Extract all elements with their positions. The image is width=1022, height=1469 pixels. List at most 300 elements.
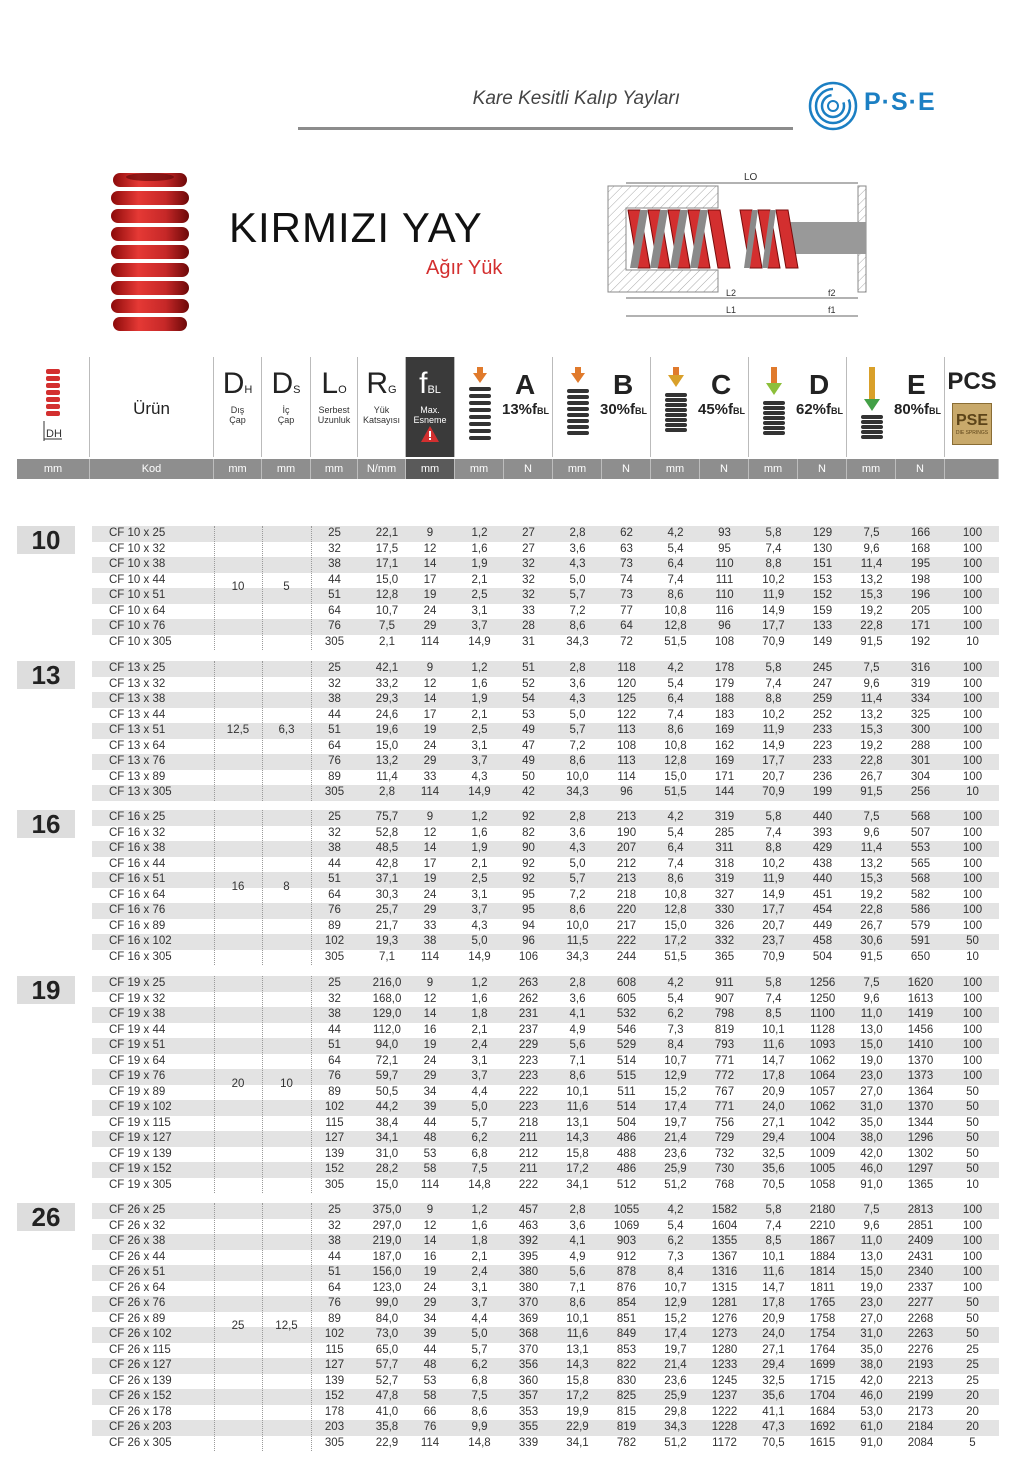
table-cell: 2199 xyxy=(907,1390,934,1402)
table-cell: 15,0 xyxy=(860,1039,883,1051)
table-cell: 15,3 xyxy=(860,589,883,601)
table-row xyxy=(92,619,999,635)
table-row xyxy=(92,770,999,786)
table-cell: 245 xyxy=(812,662,833,674)
table-row xyxy=(92,1436,999,1452)
product-code: CF 16 x 44 xyxy=(109,857,166,870)
table-cell: 1764 xyxy=(809,1343,836,1356)
table-cell: 1281 xyxy=(711,1297,738,1309)
table-cell: 19,0 xyxy=(860,1054,883,1067)
table-cell: 1276 xyxy=(711,1312,738,1325)
product-code: CF 13 x 25 xyxy=(109,662,166,674)
table-cell: 782 xyxy=(616,1436,637,1449)
table-cell: 4,1 xyxy=(569,1008,586,1020)
table-row xyxy=(92,604,999,620)
table-cell: 19 xyxy=(423,1266,437,1278)
table-cell: 183 xyxy=(714,708,735,721)
table-cell: 213 xyxy=(616,873,637,885)
table-cell: 11,9 xyxy=(762,873,785,885)
table-cell: 100 xyxy=(962,604,983,617)
table-cell: 100 xyxy=(962,904,983,916)
table-cell: 912 xyxy=(616,1250,637,1263)
unit-cell: mm xyxy=(311,459,358,479)
size-group-10 xyxy=(17,526,999,650)
table-cell: 3,7 xyxy=(471,1070,488,1082)
table-cell: 34,1 xyxy=(566,1178,589,1191)
table-cell: 19 xyxy=(423,873,437,885)
table-cell: 259 xyxy=(812,693,833,705)
table-cell: 730 xyxy=(714,1163,735,1175)
table-cell: 46,0 xyxy=(860,1390,883,1402)
table-cell: 27,0 xyxy=(860,1312,883,1325)
table-cell: 159 xyxy=(812,604,833,617)
table-cell: 118 xyxy=(617,662,636,674)
table-cell: 17,7 xyxy=(762,620,785,632)
table-cell: 17,4 xyxy=(664,1328,687,1340)
table-cell: 29 xyxy=(423,904,437,916)
table-cell: 15,3 xyxy=(860,724,883,736)
table-cell: 9 xyxy=(426,1204,434,1216)
table-cell: 1256 xyxy=(809,977,836,989)
table-cell: 14,9 xyxy=(468,635,491,648)
product-code: CF 16 x 64 xyxy=(109,888,166,901)
table-cell: 553 xyxy=(910,842,931,854)
table-cell: 212 xyxy=(616,857,637,870)
column-divider xyxy=(311,661,312,801)
table-cell: 1093 xyxy=(809,1039,836,1051)
table-cell: 1315 xyxy=(711,1281,738,1294)
table-cell: 10,2 xyxy=(762,857,785,870)
table-cell: 1699 xyxy=(809,1359,836,1371)
table-cell: 7,5 xyxy=(863,811,880,823)
table-cell: 14 xyxy=(423,842,437,854)
table-cell: 4,2 xyxy=(667,811,684,823)
table-row xyxy=(92,810,999,826)
table-cell: 17,7 xyxy=(762,904,785,916)
table-cell: 2409 xyxy=(907,1235,934,1247)
table-cell: 5 xyxy=(969,1436,976,1449)
table-cell: 218 xyxy=(616,888,637,901)
table-cell: 25,9 xyxy=(664,1390,687,1402)
table-cell: 1172 xyxy=(712,1436,737,1449)
table-cell: 47 xyxy=(522,739,535,752)
table-cell: 10,0 xyxy=(566,770,589,783)
table-cell: 2,1 xyxy=(471,1023,488,1036)
table-cell: 20 xyxy=(966,1421,979,1433)
table-cell: 49 xyxy=(522,724,535,736)
table-cell: 211 xyxy=(519,1132,538,1144)
table-cell: 15,2 xyxy=(664,1085,687,1098)
table-cell: 8,6 xyxy=(667,724,684,736)
table-cell: 114 xyxy=(617,770,636,783)
table-cell: 15,8 xyxy=(566,1147,589,1160)
table-cell: 4,3 xyxy=(569,558,586,570)
table-cell: 102 xyxy=(324,935,345,947)
table-cell: 438 xyxy=(812,857,833,870)
product-code: CF 26 x 127 xyxy=(109,1359,172,1371)
table-cell: 12 xyxy=(423,677,437,690)
dh-value: 25 xyxy=(231,1320,245,1332)
table-cell: 15,0 xyxy=(664,919,687,932)
table-cell: 125 xyxy=(616,693,637,705)
table-cell: 100 xyxy=(962,620,983,632)
table-row xyxy=(92,919,999,935)
table-row xyxy=(92,1219,999,1235)
table-cell: 15,0 xyxy=(375,573,399,586)
table-cell: 28,2 xyxy=(375,1163,399,1175)
product-code: CF 16 x 305 xyxy=(109,950,172,963)
table-cell: 32 xyxy=(328,677,341,690)
table-cell: 89 xyxy=(328,1312,341,1325)
product-code: CF 19 x 115 xyxy=(109,1116,171,1129)
table-row xyxy=(92,857,999,873)
table-cell: 1692 xyxy=(809,1421,836,1433)
table-cell: 100 xyxy=(962,826,983,839)
table-cell: 5,4 xyxy=(667,992,684,1005)
table-cell: 61,0 xyxy=(860,1421,883,1433)
table-cell: 24 xyxy=(423,739,437,752)
f1-label: f1 xyxy=(828,305,836,315)
product-code: CF 10 x 305 xyxy=(109,635,172,648)
table-cell: 4,2 xyxy=(667,977,684,989)
table-row xyxy=(92,785,999,801)
table-row xyxy=(92,1023,999,1039)
table-cell: 32,5 xyxy=(762,1374,785,1387)
table-cell: 94,0 xyxy=(375,1039,399,1051)
product-code: CF 26 x 44 xyxy=(109,1250,166,1263)
table-cell: 7,2 xyxy=(569,739,586,752)
table-row xyxy=(92,1343,999,1359)
table-cell: 285 xyxy=(714,826,735,839)
table-cell: 38 xyxy=(328,1008,341,1020)
header-divider xyxy=(298,127,793,130)
table-cell: 100 xyxy=(962,1039,983,1051)
table-cell: 13,2 xyxy=(375,755,399,767)
table-cell: 92 xyxy=(522,873,535,885)
unit-cell: mm xyxy=(214,459,262,479)
table-cell: 123,0 xyxy=(372,1281,402,1294)
table-cell: 32 xyxy=(328,542,341,555)
column-divider xyxy=(214,810,215,965)
table-cell: 203 xyxy=(324,1421,345,1433)
table-cell: 2,5 xyxy=(471,724,488,736)
column-divider xyxy=(214,661,215,801)
table-cell: 1,6 xyxy=(471,677,488,690)
table-cell: 3,1 xyxy=(471,1281,488,1294)
table-cell: 5,0 xyxy=(471,1101,488,1113)
table-cell: 39 xyxy=(423,1101,437,1113)
table-cell: 9 xyxy=(426,977,434,989)
table-cell: 370 xyxy=(518,1343,539,1356)
table-cell: 1704 xyxy=(809,1390,836,1402)
table-cell: 6,2 xyxy=(667,1235,684,1247)
table-cell: 44 xyxy=(328,857,341,870)
table-cell: 2,1 xyxy=(379,635,395,648)
table-cell: 20 xyxy=(966,1390,979,1402)
col-dh: DH Dış Çap xyxy=(214,357,262,457)
col-urun: Ürün xyxy=(90,357,214,457)
table-cell: 3,1 xyxy=(471,739,488,752)
table-cell: 10,2 xyxy=(762,573,785,586)
table-cell: 168 xyxy=(910,542,931,555)
product-code: CF 13 x 89 xyxy=(109,770,166,783)
table-cell: 91,5 xyxy=(860,786,883,798)
table-cell: 1233 xyxy=(711,1359,738,1371)
table-cell: 35,0 xyxy=(860,1343,883,1356)
table-cell: 74 xyxy=(620,573,633,586)
table-cell: 7,4 xyxy=(765,542,782,555)
table-cell: 22,8 xyxy=(860,755,883,767)
table-cell: 17,7 xyxy=(762,755,785,767)
table-cell: 7,1 xyxy=(569,1281,586,1294)
table-cell: 1296 xyxy=(907,1132,934,1144)
table-cell: 21,4 xyxy=(664,1132,687,1144)
table-cell: 23,7 xyxy=(762,935,785,947)
table-row xyxy=(92,1100,999,1116)
table-cell: 2,8 xyxy=(569,1204,586,1216)
table-cell: 92 xyxy=(522,857,535,870)
table-cell: 95 xyxy=(522,904,535,916)
table-cell: 288 xyxy=(910,739,931,752)
table-cell: 7,5 xyxy=(863,662,880,674)
table-cell: 2851 xyxy=(907,1219,934,1232)
table-cell: 33 xyxy=(423,919,437,932)
table-cell: 38 xyxy=(328,693,341,705)
table-cell: 454 xyxy=(812,904,833,916)
table-cell: 830 xyxy=(616,1374,637,1387)
table-cell: 2,1 xyxy=(471,573,488,586)
table-cell: 47,3 xyxy=(762,1421,785,1433)
table-row xyxy=(92,635,999,651)
table-cell: 100 xyxy=(962,888,983,901)
product-code: CF 26 x 25 xyxy=(109,1204,166,1216)
table-cell: 32 xyxy=(328,826,341,839)
table-row xyxy=(92,526,999,542)
table-cell: 4,2 xyxy=(667,527,684,539)
table-cell: 6,8 xyxy=(471,1147,488,1160)
size-group-label: 16 xyxy=(17,810,75,838)
table-cell: 20,7 xyxy=(762,919,785,932)
table-cell: 1,6 xyxy=(471,992,488,1005)
table-cell: 12,9 xyxy=(664,1297,687,1309)
table-cell: 100 xyxy=(962,739,983,752)
product-code: CF 16 x 89 xyxy=(109,919,166,932)
table-cell: 5,0 xyxy=(569,573,586,586)
table-cell: 114 xyxy=(420,950,440,963)
table-cell: 1,9 xyxy=(471,693,488,705)
table-cell: 5,7 xyxy=(569,724,586,736)
table-cell: 1245 xyxy=(711,1374,738,1387)
table-cell: 100 xyxy=(962,573,983,586)
table-cell: 25 xyxy=(966,1374,979,1387)
product-code: CF 13 x 38 xyxy=(109,693,166,705)
table-cell: 19,9 xyxy=(566,1405,589,1418)
table-cell: 2,4 xyxy=(471,1266,488,1278)
size-group-13 xyxy=(17,661,999,801)
table-cell: 10,2 xyxy=(762,708,785,721)
table-cell: 33 xyxy=(522,604,535,617)
product-code: CF 16 x 51 xyxy=(109,873,166,885)
table-cell: 380 xyxy=(518,1281,539,1294)
table-cell: 50 xyxy=(966,1297,979,1309)
table-cell: 1754 xyxy=(809,1328,836,1340)
table-cell: 2,4 xyxy=(471,1039,488,1051)
table-cell: 113 xyxy=(617,755,636,767)
table-cell: 13,0 xyxy=(860,1023,883,1036)
table-row xyxy=(92,677,999,693)
table-cell: 2263 xyxy=(907,1328,934,1340)
table-cell: 113 xyxy=(617,724,636,736)
size-group-label: 19 xyxy=(17,976,75,1004)
table-cell: 29 xyxy=(423,1297,437,1309)
table-cell: 1765 xyxy=(809,1297,836,1309)
table-cell: 2,1 xyxy=(471,708,488,721)
table-cell: 7,4 xyxy=(667,708,684,721)
table-cell: 10,1 xyxy=(762,1023,785,1036)
table-cell: 9 xyxy=(426,527,434,539)
table-cell: 70,9 xyxy=(762,950,785,963)
table-cell: 100 xyxy=(962,1054,983,1067)
table-cell: 380 xyxy=(518,1266,539,1278)
column-divider xyxy=(214,1203,215,1451)
unit-cell: N xyxy=(896,459,945,479)
ds-value: 12,5 xyxy=(275,1320,298,1332)
table-cell: 19 xyxy=(423,1039,437,1051)
table-cell: 17,2 xyxy=(566,1390,589,1402)
table-cell: 21,7 xyxy=(375,919,399,932)
unit-cell: mm xyxy=(553,459,602,479)
table-cell: 133 xyxy=(812,620,833,632)
table-row xyxy=(92,934,999,950)
table-cell: 64 xyxy=(328,888,341,901)
table-cell: 586 xyxy=(910,904,931,916)
table-cell: 5,7 xyxy=(471,1116,488,1129)
table-cell: 70,5 xyxy=(762,1436,785,1449)
table-cell: 111 xyxy=(715,573,734,586)
table-cell: 178 xyxy=(324,1405,345,1418)
table-cell: 42,1 xyxy=(375,662,399,674)
table-cell: 4,2 xyxy=(667,662,684,674)
table-cell: 50 xyxy=(966,1132,979,1144)
table-cell: 100 xyxy=(962,873,983,885)
table-cell: 72,1 xyxy=(375,1054,399,1067)
table-cell: 854 xyxy=(616,1297,637,1309)
table-cell: 451 xyxy=(812,888,833,901)
table-cell: 262 xyxy=(518,992,539,1005)
table-cell: 4,4 xyxy=(471,1085,488,1098)
table-cell: 12,9 xyxy=(664,1070,687,1082)
table-row xyxy=(92,1147,999,1163)
table-row xyxy=(92,903,999,919)
table-cell: 11,5 xyxy=(566,935,589,947)
table-cell: 2,8 xyxy=(569,977,586,989)
table-cell: 14,7 xyxy=(762,1054,785,1067)
table-cell: 14,8 xyxy=(468,1436,491,1449)
table-cell: 15,8 xyxy=(566,1374,589,1387)
table-cell: 95 xyxy=(522,888,535,901)
table-cell: 457 xyxy=(518,1204,539,1216)
table-cell: 1364 xyxy=(907,1085,934,1098)
table-cell: 1,6 xyxy=(471,1219,488,1232)
table-cell: 6,2 xyxy=(471,1359,488,1371)
table-cell: 514 xyxy=(616,1054,637,1067)
table-cell: 100 xyxy=(962,992,983,1005)
table-cell: 4,4 xyxy=(471,1312,488,1325)
table-cell: 44,2 xyxy=(375,1101,399,1113)
table-cell: 12 xyxy=(423,992,437,1005)
table-cell: 13,1 xyxy=(566,1343,589,1356)
table-cell: 4,2 xyxy=(667,1204,684,1216)
table-cell: 1062 xyxy=(809,1101,836,1113)
table-cell: 1370 xyxy=(907,1054,934,1067)
table-cell: 23,0 xyxy=(860,1070,883,1082)
unit-cell: N/mm xyxy=(358,459,406,479)
table-cell: 2210 xyxy=(809,1219,836,1232)
table-cell: 7,5 xyxy=(471,1163,488,1175)
table-cell: 100 xyxy=(962,1281,983,1294)
table-cell: 17 xyxy=(423,857,437,870)
table-cell: 9,9 xyxy=(471,1421,488,1433)
product-code: CF 26 x 64 xyxy=(109,1281,166,1294)
table-cell: 8,8 xyxy=(765,693,782,705)
table-cell: 20,9 xyxy=(762,1312,785,1325)
table-cell: 100 xyxy=(962,1023,983,1036)
table-cell: 1,6 xyxy=(471,542,488,555)
table-cell: 31,0 xyxy=(860,1328,883,1340)
table-cell: 819 xyxy=(616,1421,637,1433)
table-cell: 13,0 xyxy=(860,1250,883,1263)
table-cell: 14,9 xyxy=(468,950,491,963)
table-cell: 216,0 xyxy=(372,977,402,989)
table-cell: 17,5 xyxy=(375,542,399,555)
table-cell: 100 xyxy=(962,755,983,767)
table-cell: 75,7 xyxy=(375,811,399,823)
table-cell: 110 xyxy=(715,589,734,601)
table-cell: 100 xyxy=(962,842,983,854)
product-code: CF 10 x 64 xyxy=(109,604,166,617)
table-cell: 34 xyxy=(423,1312,437,1325)
table-row xyxy=(92,1203,999,1219)
table-cell: 2276 xyxy=(907,1343,934,1356)
product-code: CF 10 x 44 xyxy=(109,573,166,586)
table-cell: 1,9 xyxy=(471,842,488,854)
table-cell: 393 xyxy=(812,826,833,839)
table-cell: 129,0 xyxy=(372,1008,402,1020)
table-cell: 51 xyxy=(328,1266,341,1278)
table-cell: 29 xyxy=(423,1070,437,1082)
table-cell: 5,8 xyxy=(765,811,782,823)
unit-cell: mm xyxy=(455,459,504,479)
table-cell: 22,9 xyxy=(375,1436,399,1449)
table-cell: 1,2 xyxy=(471,527,488,539)
table-cell: 304 xyxy=(910,770,931,783)
table-cell: 6,4 xyxy=(667,693,684,705)
table-cell: 108 xyxy=(714,635,735,648)
table-cell: 218 xyxy=(518,1116,539,1129)
table-cell: 771 xyxy=(714,1101,735,1113)
table-cell: 187,0 xyxy=(372,1250,402,1263)
table-cell: 4,1 xyxy=(569,1235,586,1247)
table-cell: 1,8 xyxy=(471,1008,488,1020)
table-cell: 28 xyxy=(522,620,535,632)
table-cell: 2180 xyxy=(809,1204,836,1216)
table-cell: 50 xyxy=(966,1312,979,1325)
table-cell: 231 xyxy=(518,1008,539,1020)
table-cell: 33 xyxy=(423,770,437,783)
table-cell: 17,8 xyxy=(762,1070,785,1082)
table-cell: 511 xyxy=(617,1085,636,1098)
table-cell: 110 xyxy=(715,558,734,570)
